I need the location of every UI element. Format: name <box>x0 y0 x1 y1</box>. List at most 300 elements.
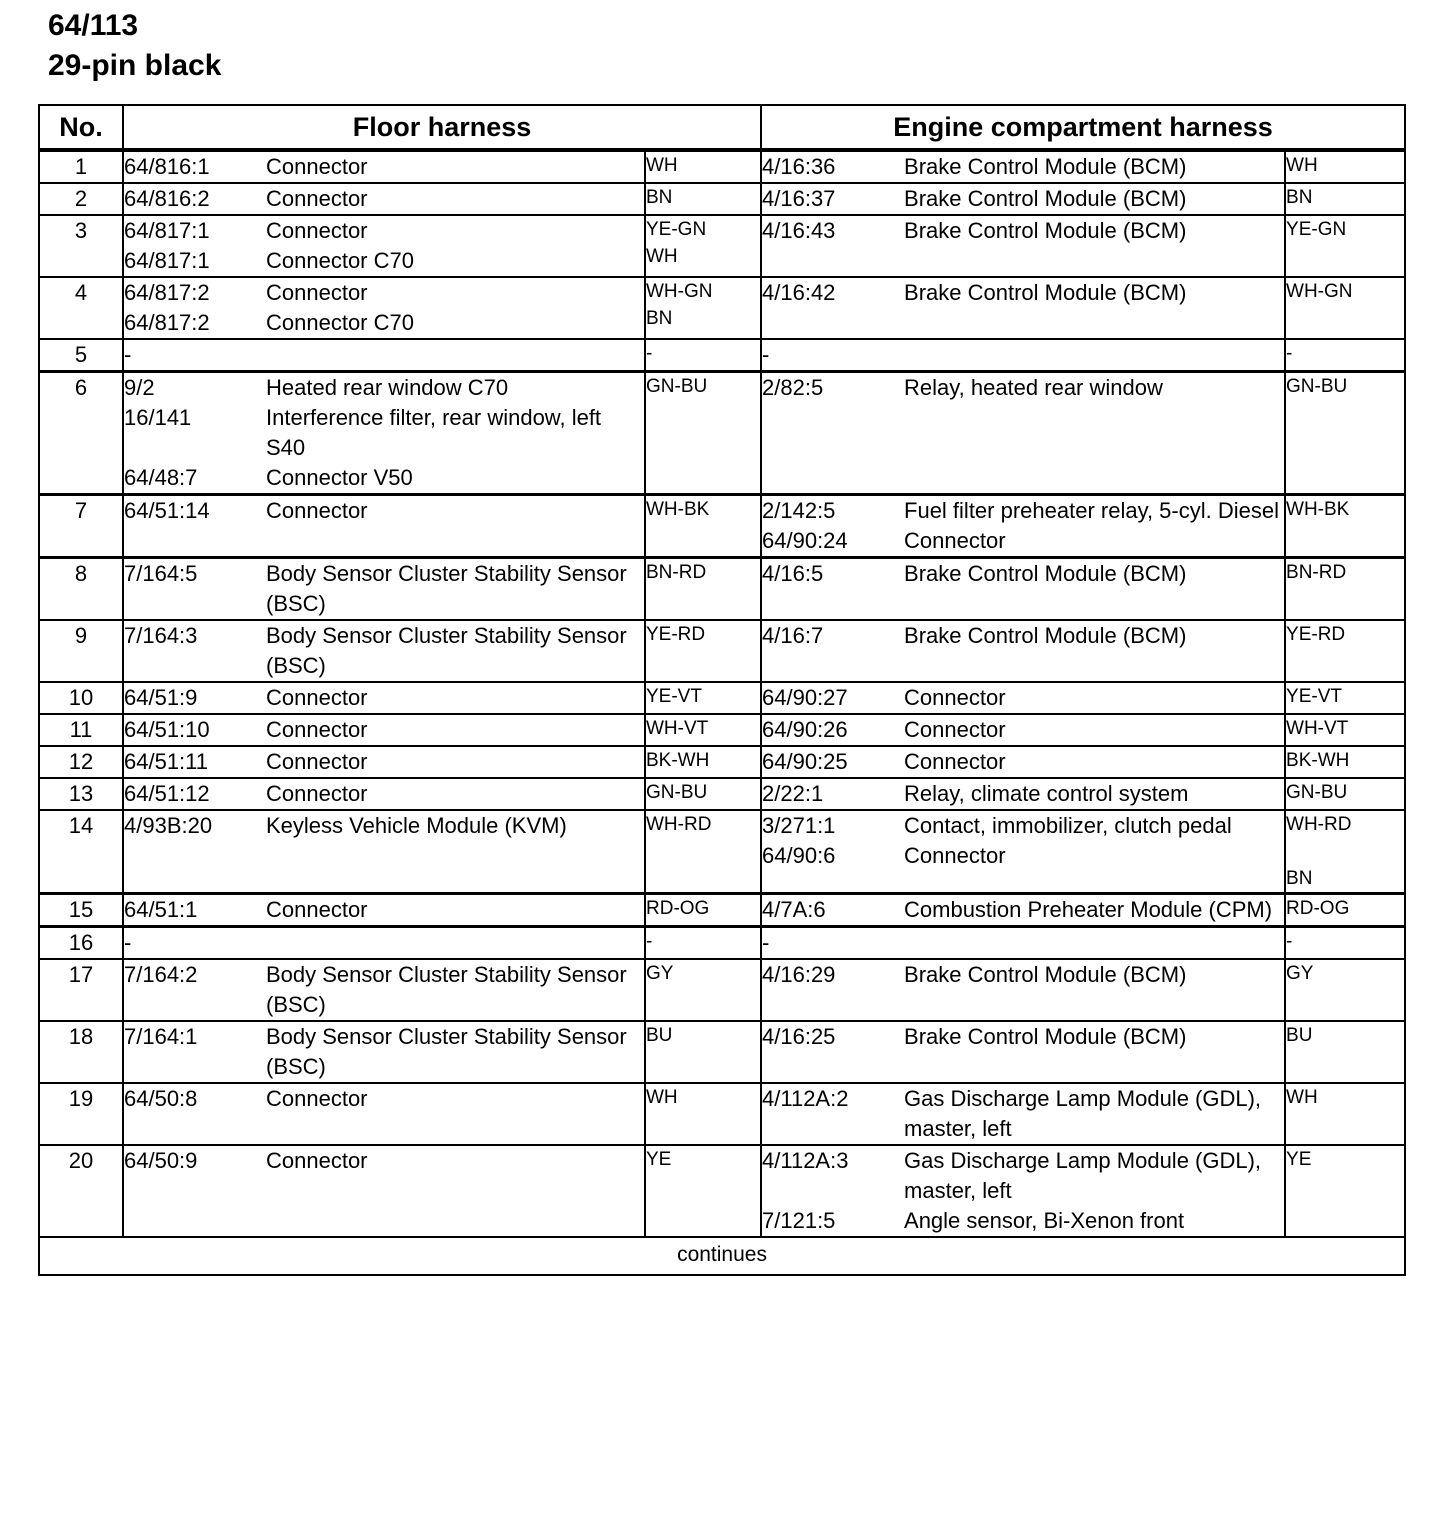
floor-component-description: Body Sensor Cluster Stability Sensor (BSC) <box>266 561 627 616</box>
table-row <box>39 620 1405 682</box>
floor-harness-cell <box>123 1083 645 1145</box>
floor-component-description: Keyless Vehicle Module (KVM) <box>266 813 567 838</box>
engine-entry <box>762 779 1284 809</box>
floor-component-code: 7/164:2 <box>124 962 198 987</box>
floor-component-code: 64/51:14 <box>124 498 210 523</box>
wire-color: YE-VT <box>1286 686 1342 707</box>
table-row <box>39 558 1405 621</box>
wire-color: WH <box>646 1087 678 1108</box>
pin-number: 3 <box>39 215 123 277</box>
table-row <box>39 183 1405 215</box>
floor-wire-color-cell <box>645 894 761 927</box>
engine-component-description: Brake Control Module (BCM) <box>904 154 1187 179</box>
wire-color: YE-RD <box>1286 624 1346 645</box>
engine-wire-color-cell <box>1285 927 1405 960</box>
wire-color: YE <box>646 1149 672 1170</box>
engine-harness-cell <box>761 959 1285 1021</box>
floor-component-description: Heated rear window C70 <box>266 375 509 400</box>
wire-color: BN <box>1286 868 1313 889</box>
wire-color: WH-GN <box>646 281 713 302</box>
engine-entry <box>762 1084 1284 1144</box>
wire-color: RD-OG <box>646 898 710 919</box>
table-row <box>39 215 1405 277</box>
engine-component-code: 2/22:1 <box>762 781 824 806</box>
table-row <box>39 746 1405 778</box>
floor-component-code: 64/51:1 <box>124 897 198 922</box>
floor-wire-color-cell <box>645 682 761 714</box>
engine-wire-color-cell <box>1285 495 1405 558</box>
floor-component-code: - <box>124 342 132 367</box>
engine-component-description: Relay, heated rear window <box>904 375 1163 400</box>
wire-color: GN-BU <box>1286 376 1348 397</box>
floor-entry <box>124 463 644 493</box>
engine-component-code: 4/112A:2 <box>762 1086 849 1111</box>
floor-component-code: 64/51:10 <box>124 717 210 742</box>
floor-wire-color-cell <box>645 1145 761 1237</box>
wire-color: WH-BK <box>1286 499 1350 520</box>
engine-entry <box>762 715 1284 745</box>
floor-harness-cell <box>123 277 645 339</box>
pin-number: 9 <box>39 620 123 682</box>
engine-component-description: Brake Control Module (BCM) <box>904 186 1187 211</box>
engine-wire-color-cell <box>1285 372 1405 495</box>
engine-harness-cell <box>761 620 1285 682</box>
table-row <box>39 778 1405 810</box>
table-row <box>39 495 1405 558</box>
engine-harness-cell <box>761 495 1285 558</box>
table-body <box>39 150 1405 1237</box>
wire-color: - <box>1286 343 1293 364</box>
engine-entry <box>762 278 1284 308</box>
engine-harness-cell <box>761 1021 1285 1083</box>
wire-color: GY <box>1286 963 1314 984</box>
engine-harness-cell <box>761 746 1285 778</box>
floor-harness-cell <box>123 558 645 621</box>
floor-component-code: 64/817:2 <box>124 310 210 335</box>
engine-harness-cell <box>761 1083 1285 1145</box>
floor-wire-color-cell <box>645 150 761 183</box>
pin-number: 12 <box>39 746 123 778</box>
header-engine-harness: Engine compartment harness <box>761 105 1405 150</box>
pin-number: 17 <box>39 959 123 1021</box>
engine-wire-color-cell <box>1285 558 1405 621</box>
floor-component-description: Connector <box>266 186 368 211</box>
table-row <box>39 810 1405 894</box>
engine-component-code: 4/112A:3 <box>762 1148 849 1173</box>
floor-entry <box>124 895 644 925</box>
engine-component-code: 4/16:42 <box>762 280 836 305</box>
engine-component-description: Connector <box>904 843 1006 868</box>
floor-entry <box>124 152 644 182</box>
floor-wire-color-cell <box>645 277 761 339</box>
pin-number: 14 <box>39 810 123 894</box>
engine-wire-color-cell <box>1285 1083 1405 1145</box>
floor-entry <box>124 960 644 1020</box>
engine-entry <box>762 747 1284 777</box>
engine-component-description <box>904 928 1284 958</box>
floor-wire-color-cell <box>645 959 761 1021</box>
floor-wire-color-cell <box>645 183 761 215</box>
pin-table <box>38 104 1406 1276</box>
floor-component-description: Connector <box>266 218 368 243</box>
floor-component-description: Connector <box>266 154 368 179</box>
pin-number: 11 <box>39 714 123 746</box>
engine-harness-cell <box>761 372 1285 495</box>
wire-color: - <box>646 931 653 952</box>
table-row <box>39 339 1405 372</box>
engine-component-code: 4/7A:6 <box>762 897 826 922</box>
floor-component-description: Connector C70 <box>266 248 414 273</box>
pin-number: 4 <box>39 277 123 339</box>
engine-component-description: Brake Control Module (BCM) <box>904 1024 1187 1049</box>
engine-harness-cell <box>761 1145 1285 1237</box>
floor-component-description <box>266 340 644 370</box>
floor-component-code: 16/141 <box>124 405 192 430</box>
pin-number: 10 <box>39 682 123 714</box>
table-footer-row <box>39 1237 1405 1275</box>
engine-wire-color-cell <box>1285 810 1405 894</box>
engine-harness-cell <box>761 339 1285 372</box>
engine-wire-color-cell <box>1285 620 1405 682</box>
engine-wire-color-cell <box>1285 778 1405 810</box>
engine-component-description: Brake Control Module (BCM) <box>904 280 1187 305</box>
engine-component-description: Brake Control Module (BCM) <box>904 218 1187 243</box>
engine-wire-color-cell <box>1285 714 1405 746</box>
engine-wire-color-cell <box>1285 959 1405 1021</box>
engine-component-code: 64/90:26 <box>762 717 848 742</box>
table-row <box>39 959 1405 1021</box>
floor-entry <box>124 184 644 214</box>
engine-entry <box>762 1146 1284 1206</box>
floor-wire-color-cell <box>645 810 761 894</box>
table-row <box>39 372 1405 495</box>
table-header-row <box>39 105 1405 150</box>
floor-wire-color-cell <box>645 927 761 960</box>
engine-component-code: 2/142:5 <box>762 498 836 523</box>
floor-component-description: Connector <box>266 1086 368 1111</box>
floor-component-description: Interference filter, rear window, left S40 <box>266 405 602 460</box>
floor-entry <box>124 216 644 246</box>
table-row <box>39 150 1405 183</box>
floor-harness-cell <box>123 495 645 558</box>
engine-entry <box>762 811 1284 841</box>
floor-component-description: Connector <box>266 749 368 774</box>
floor-component-description: Body Sensor Cluster Stability Sensor (BSC) <box>266 1024 627 1079</box>
floor-wire-color-cell <box>645 746 761 778</box>
engine-harness-cell <box>761 810 1285 894</box>
floor-wire-color-cell <box>645 620 761 682</box>
floor-harness-cell <box>123 810 645 894</box>
floor-component-description <box>266 928 644 958</box>
engine-harness-cell <box>761 894 1285 927</box>
wire-color: WH <box>1286 1087 1318 1108</box>
wire-color: BK-WH <box>646 750 710 771</box>
engine-component-code: 4/16:7 <box>762 623 824 648</box>
table-row <box>39 1083 1405 1145</box>
engine-entry <box>762 621 1284 651</box>
floor-wire-color-cell <box>645 339 761 372</box>
wire-color: - <box>1286 931 1293 952</box>
engine-component-code: 64/90:25 <box>762 749 848 774</box>
floor-harness-cell <box>123 215 645 277</box>
engine-wire-color-cell <box>1285 1021 1405 1083</box>
engine-component-description: Connector <box>904 749 1006 774</box>
engine-harness-cell <box>761 714 1285 746</box>
floor-harness-cell <box>123 927 645 960</box>
table-row <box>39 894 1405 927</box>
floor-component-code: 7/164:1 <box>124 1024 198 1049</box>
engine-component-description: Connector <box>904 685 1006 710</box>
floor-wire-color-cell <box>645 372 761 495</box>
floor-entry <box>124 1084 644 1114</box>
engine-harness-cell <box>761 778 1285 810</box>
wire-color: WH <box>646 155 678 176</box>
engine-component-code: 4/16:37 <box>762 186 836 211</box>
wire-color: BU <box>646 1025 673 1046</box>
engine-harness-cell <box>761 150 1285 183</box>
wire-color: GN-BU <box>646 376 708 397</box>
wire-color: YE <box>1286 1149 1312 1170</box>
engine-component-code: 4/16:5 <box>762 561 824 586</box>
wire-color: WH-VT <box>646 718 709 739</box>
floor-entry <box>124 683 644 713</box>
floor-wire-color-cell <box>645 495 761 558</box>
engine-wire-color-cell <box>1285 183 1405 215</box>
wire-color: BN <box>646 187 673 208</box>
pin-number: 15 <box>39 894 123 927</box>
engine-entry <box>762 960 1284 990</box>
floor-component-code: 4/93B:20 <box>124 813 213 838</box>
floor-harness-cell <box>123 1021 645 1083</box>
table-row <box>39 1021 1405 1083</box>
engine-entry <box>762 895 1284 925</box>
floor-harness-cell <box>123 778 645 810</box>
wire-color: YE-GN <box>1286 219 1347 240</box>
floor-entry <box>124 1022 644 1082</box>
floor-entry <box>124 621 644 681</box>
engine-harness-cell <box>761 277 1285 339</box>
floor-component-description: Connector <box>266 1148 368 1173</box>
floor-component-code: 64/48:7 <box>124 465 198 490</box>
floor-component-description: Body Sensor Cluster Stability Sensor (BSC) <box>266 962 627 1017</box>
wire-color: WH-GN <box>1286 281 1353 302</box>
wire-color: BN-RD <box>1286 562 1347 583</box>
floor-component-description: Connector <box>266 897 368 922</box>
engine-wire-color-cell <box>1285 215 1405 277</box>
engine-entry <box>762 1206 1284 1236</box>
engine-wire-color-cell <box>1285 277 1405 339</box>
engine-entry <box>762 184 1284 214</box>
engine-wire-color-cell <box>1285 746 1405 778</box>
floor-component-code: 7/164:3 <box>124 623 198 648</box>
table-row <box>39 927 1405 960</box>
engine-component-description: Angle sensor, Bi-Xenon front <box>904 1208 1185 1233</box>
connector-id: 64/113 <box>48 9 139 42</box>
floor-entry <box>124 928 644 958</box>
engine-harness-cell <box>761 558 1285 621</box>
engine-component-code: 4/16:36 <box>762 154 836 179</box>
floor-entry <box>124 1146 644 1176</box>
floor-entry <box>124 373 644 403</box>
floor-component-code: 64/816:1 <box>124 154 210 179</box>
floor-component-code: 64/51:12 <box>124 781 210 806</box>
wire-color: WH-VT <box>1286 718 1349 739</box>
wire-color: GY <box>646 963 674 984</box>
floor-wire-color-cell <box>645 714 761 746</box>
floor-harness-cell <box>123 183 645 215</box>
continues-note: continues <box>39 1237 1405 1275</box>
floor-entry <box>124 715 644 745</box>
engine-entry <box>762 683 1284 713</box>
pin-number: 20 <box>39 1145 123 1237</box>
floor-harness-cell <box>123 620 645 682</box>
engine-wire-color-cell <box>1285 1145 1405 1237</box>
wire-color: GN-BU <box>1286 782 1348 803</box>
pin-number: 1 <box>39 150 123 183</box>
engine-wire-color-cell <box>1285 150 1405 183</box>
engine-component-code: 4/16:25 <box>762 1024 836 1049</box>
floor-wire-color-cell <box>645 215 761 277</box>
floor-entry <box>124 308 644 338</box>
engine-harness-cell <box>761 183 1285 215</box>
wire-color: BN-RD <box>646 562 707 583</box>
engine-component-code: 4/16:29 <box>762 962 836 987</box>
engine-component-code: 7/121:5 <box>762 1208 836 1233</box>
floor-entry <box>124 811 644 841</box>
floor-component-description: Connector <box>266 717 368 742</box>
floor-entry <box>124 278 644 308</box>
floor-entry <box>124 496 644 526</box>
floor-wire-color-cell <box>645 1083 761 1145</box>
pin-number: 2 <box>39 183 123 215</box>
engine-component-code: - <box>762 930 770 955</box>
floor-entry <box>124 559 644 619</box>
floor-entry <box>124 779 644 809</box>
wire-color: GN-BU <box>646 782 708 803</box>
engine-component-description: Connector <box>904 528 1006 553</box>
floor-component-description: Connector <box>266 685 368 710</box>
wire-color: BU <box>1286 1025 1313 1046</box>
engine-component-code: 64/90:27 <box>762 685 848 710</box>
engine-entry <box>762 526 1284 556</box>
floor-component-code: 64/817:2 <box>124 280 210 305</box>
wire-color: RD-OG <box>1286 898 1350 919</box>
engine-component-description: Connector <box>904 717 1006 742</box>
floor-component-code: 64/50:8 <box>124 1086 198 1111</box>
engine-harness-cell <box>761 927 1285 960</box>
floor-component-description: Body Sensor Cluster Stability Sensor (BSC) <box>266 623 627 678</box>
floor-entry <box>124 403 644 463</box>
floor-component-code: 64/51:9 <box>124 685 198 710</box>
engine-component-description: Fuel filter preheater relay, 5-cyl. Diesel <box>904 498 1279 523</box>
engine-entry <box>762 152 1284 182</box>
engine-component-description: Relay, climate control system <box>904 781 1189 806</box>
floor-component-description: Connector <box>266 498 368 523</box>
floor-component-code: 64/817:1 <box>124 218 210 243</box>
engine-component-code: 3/271:1 <box>762 813 836 838</box>
table-row <box>39 1145 1405 1237</box>
engine-entry <box>762 928 1284 958</box>
page-heading <box>48 6 221 86</box>
floor-entry <box>124 340 644 370</box>
engine-component-description <box>904 340 1284 370</box>
wire-color: YE-VT <box>646 686 702 707</box>
engine-entry <box>762 559 1284 589</box>
floor-component-description: Connector C70 <box>266 310 414 335</box>
floor-component-code: 64/816:2 <box>124 186 210 211</box>
engine-wire-color-cell <box>1285 894 1405 927</box>
floor-wire-color-cell <box>645 778 761 810</box>
floor-component-description: Connector V50 <box>266 465 413 490</box>
engine-entry <box>762 1022 1284 1052</box>
floor-entry <box>124 747 644 777</box>
floor-harness-cell <box>123 682 645 714</box>
floor-entry <box>124 246 644 276</box>
engine-entry <box>762 841 1284 871</box>
wire-color: WH-RD <box>1286 814 1352 835</box>
pin-number: 18 <box>39 1021 123 1083</box>
engine-component-code: 64/90:24 <box>762 528 848 553</box>
floor-harness-cell <box>123 959 645 1021</box>
floor-component-code: 7/164:5 <box>124 561 198 586</box>
pin-number: 7 <box>39 495 123 558</box>
wire-color: BN <box>1286 187 1313 208</box>
floor-harness-cell <box>123 714 645 746</box>
engine-component-description: Brake Control Module (BCM) <box>904 561 1187 586</box>
connector-description: 29-pin black <box>48 49 222 82</box>
engine-component-description: Brake Control Module (BCM) <box>904 962 1187 987</box>
engine-component-code: - <box>762 342 770 367</box>
floor-component-description: Connector <box>266 781 368 806</box>
engine-component-description: Contact, immobilizer, clutch pedal <box>904 813 1232 838</box>
floor-harness-cell <box>123 746 645 778</box>
wire-color: YE-RD <box>646 624 706 645</box>
wire-color: WH-RD <box>646 814 712 835</box>
header-no: No. <box>39 105 123 150</box>
floor-harness-cell <box>123 339 645 372</box>
pin-number: 8 <box>39 558 123 621</box>
table-row <box>39 277 1405 339</box>
floor-component-code: 64/50:9 <box>124 1148 198 1173</box>
engine-entry <box>762 373 1284 403</box>
table-row <box>39 714 1405 746</box>
table-row <box>39 682 1405 714</box>
floor-harness-cell <box>123 894 645 927</box>
floor-component-code: 64/817:1 <box>124 248 210 273</box>
wire-color <box>1286 838 1404 865</box>
engine-component-code: 64/90:6 <box>762 843 836 868</box>
engine-component-description: Brake Control Module (BCM) <box>904 623 1187 648</box>
engine-component-code: 4/16:43 <box>762 218 836 243</box>
pin-number: 19 <box>39 1083 123 1145</box>
wire-color: WH <box>646 246 678 267</box>
floor-wire-color-cell <box>645 558 761 621</box>
pin-number: 6 <box>39 372 123 495</box>
engine-component-description: Combustion Preheater Module (CPM) <box>904 897 1273 922</box>
header-floor-harness: Floor harness <box>123 105 761 150</box>
engine-harness-cell <box>761 215 1285 277</box>
wire-color: BK-WH <box>1286 750 1350 771</box>
wire-color: WH-BK <box>646 499 710 520</box>
floor-harness-cell <box>123 372 645 495</box>
wire-color: WH <box>1286 155 1318 176</box>
wire-color: - <box>646 343 653 364</box>
floor-component-description: Connector <box>266 280 368 305</box>
floor-component-code: - <box>124 930 132 955</box>
wire-color: BN <box>646 308 673 329</box>
floor-harness-cell <box>123 1145 645 1237</box>
floor-wire-color-cell <box>645 1021 761 1083</box>
